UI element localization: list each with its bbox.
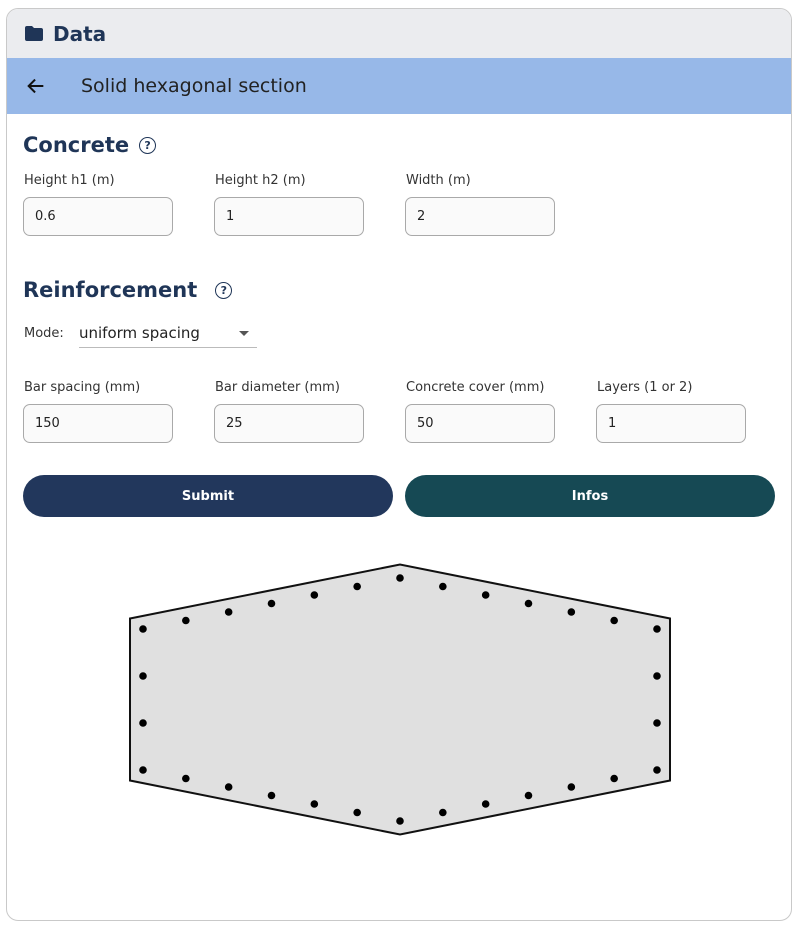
rebar-dot [311, 591, 319, 599]
rebar-dot [139, 625, 147, 633]
height-h1-input[interactable]: 0.6 [23, 197, 173, 236]
mode-label: Mode: [24, 326, 64, 341]
rebar-dot [439, 809, 447, 817]
rebar-dot [139, 719, 147, 727]
concrete-title: Concrete [23, 133, 130, 157]
rebar-dot [653, 766, 661, 774]
bar-diameter-input[interactable]: 25 [214, 404, 364, 443]
layers-label: Layers (1 or 2) [597, 380, 693, 395]
data-panel [6, 8, 792, 921]
rebar-dot [482, 800, 490, 808]
panel-title: Data [53, 21, 107, 46]
height-h2-input[interactable]: 1 [214, 197, 364, 236]
width-input[interactable]: 2 [405, 197, 555, 236]
rebar-dot [268, 792, 276, 800]
rebar-dot [610, 617, 618, 625]
rebar-dot [225, 608, 233, 616]
height-h2-label: Height h2 (m) [215, 173, 306, 188]
rebar-dot [182, 617, 190, 625]
section-drawing [7, 9, 792, 921]
rebar-dot [353, 809, 361, 817]
rebar-dot [225, 783, 233, 791]
mode-value: uniform spacing [79, 324, 200, 342]
bar-spacing-input[interactable]: 150 [23, 404, 173, 443]
infos-button[interactable]: Infos [405, 475, 775, 517]
height-h1-label: Height h1 (m) [24, 173, 115, 188]
layers-input[interactable]: 1 [596, 404, 746, 443]
rebar-dot [353, 583, 361, 591]
rebar-dot [182, 775, 190, 783]
rebar-dot [525, 792, 533, 800]
help-icon[interactable]: ? [139, 137, 156, 154]
rebar-dot [525, 600, 533, 608]
rebar-dot [396, 817, 404, 825]
rebar-dot [439, 583, 447, 591]
rebar-dot [396, 574, 404, 582]
rebar-dot [482, 591, 490, 599]
rebar-dot [311, 800, 319, 808]
rebar-dot [568, 608, 576, 616]
rebar-dot [610, 775, 618, 783]
rebar-dot [139, 766, 147, 774]
rebar-dot [568, 783, 576, 791]
help-icon[interactable]: ? [215, 282, 232, 299]
rebar-dot [653, 625, 661, 633]
width-label: Width (m) [406, 173, 471, 188]
concrete-cover-input[interactable]: 50 [405, 404, 555, 443]
section-title: Solid hexagonal section [81, 75, 307, 97]
concrete-cover-label: Concrete cover (mm) [406, 380, 545, 395]
rebar-dot [653, 672, 661, 680]
concrete-section [130, 565, 670, 835]
submit-button[interactable]: Submit [23, 475, 393, 517]
bar-spacing-label: Bar spacing (mm) [24, 380, 141, 395]
reinforcement-title: Reinforcement [23, 278, 198, 302]
bar-diameter-label: Bar diameter (mm) [215, 380, 340, 395]
rebar-dot [268, 600, 276, 608]
rebar-dot [139, 672, 147, 680]
rebar-dot [653, 719, 661, 727]
